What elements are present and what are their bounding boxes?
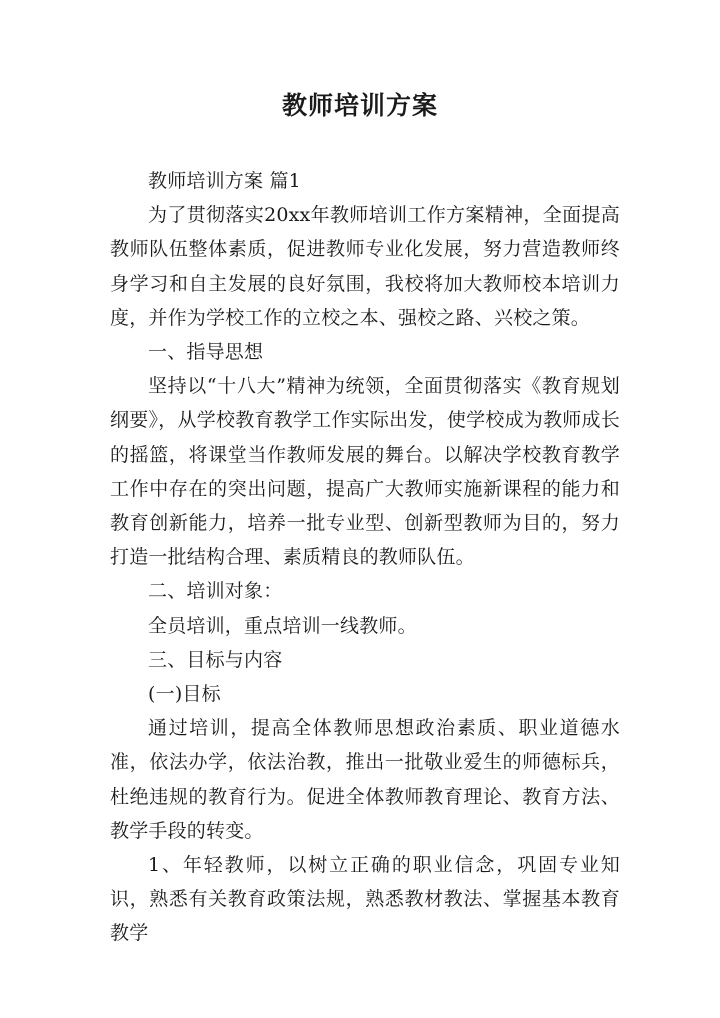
paragraph: 坚持以“十八大”精神为统领，全面贯彻落实《教育规划纲要》，从学校教育教学工作实际出发，使学校成为教师成长的摇篮，将课堂当作教师发展的舞台。以解决学校教育教学工作中存在的突出问题，提高广大教师实施新课程的能力和教育创新能力，培养一批专业型、创新型教师为目的，努力打造一批结构合理、素质精良的教师队伍。 — [110, 375, 620, 569]
document-title: 教师培训方案 — [281, 91, 438, 120]
subsection-heading: (一)目标 — [148, 683, 221, 706]
paragraph: 为了贯彻落实20xx年教师培训工作方案精神，全面提高教师队伍整体素质，促进教师专业化发展，努力营造教师终身学习和自主发展的良好氛围，我校将加大教师校本培训力度，并作为学校工作的立校之本、强校之路、兴校之策。 — [110, 204, 620, 329]
section-heading: 教师培训方案 篇1 — [148, 170, 301, 192]
section-heading: 三、目标与内容 — [148, 648, 283, 671]
section-heading: 二、培训对象： — [148, 580, 283, 603]
paragraph: 通过培训，提高全体教师思想政治素质、职业道德水准，依法办学，依法治教，推出一批敬业爱生的师德标兵，杜绝违规的教育行为。促进全体教师教育理论、教育方法、教学手段的转变。 — [110, 717, 620, 842]
section-heading: 一、指导思想 — [148, 341, 264, 364]
document-body — [110, 164, 620, 951]
paragraph: 1、年轻教师，以树立正确的职业信念，巩固专业知识，熟悉有关教育政策法规，熟悉教材教法、掌握基本教育教学 — [110, 854, 620, 945]
paragraph: 全员培训，重点培训一线教师。 — [148, 614, 417, 637]
